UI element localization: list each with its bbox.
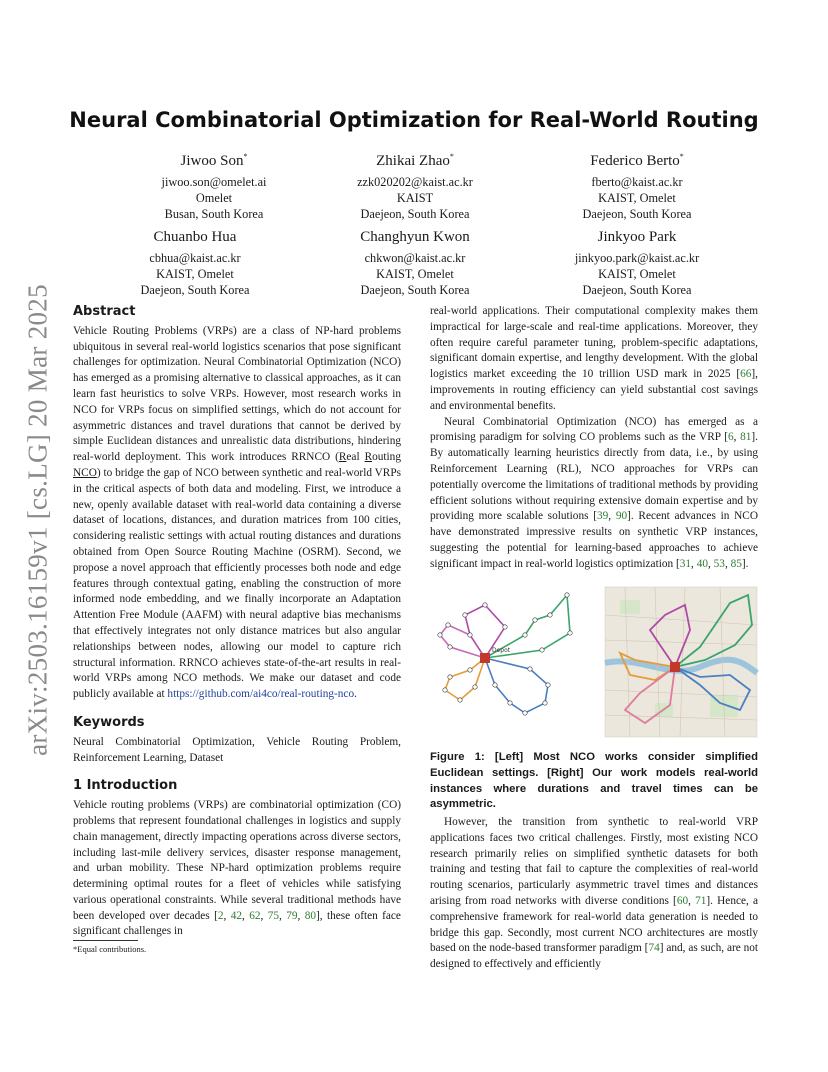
author-email: jiwoo.son@omelet.ai (161, 175, 267, 189)
citation[interactable]: 31 (679, 557, 692, 570)
citation[interactable]: 66 (740, 368, 752, 381)
author-location: Daejeon, South Korea (360, 207, 470, 221)
abstract-heading: Abstract (73, 304, 136, 319)
author-email: cbhua@kaist.ac.kr (149, 251, 241, 265)
citation[interactable]: 2 (217, 909, 224, 922)
author-block (300, 228, 530, 298)
right-column-top (430, 304, 758, 573)
arxiv-identifier: arXiv:2503.16159v1 [cs.LG] 20 Mar 2025 (22, 284, 53, 756)
author-affiliation: KAIST, Omelet (598, 191, 676, 205)
author-affiliation: Omelet (195, 191, 233, 205)
author-affiliation: KAIST (396, 191, 434, 205)
author-affiliation: KAIST, Omelet (156, 267, 234, 281)
author-name: Jiwoo Son* (180, 152, 248, 169)
figure-1-caption: Figure 1: [Left] Most NCO works consider simplified Euclidean settings. [Right] Our work models real-world instances where durations and travel times can be asymmetric. (430, 751, 758, 811)
paragraph: real-world applications. Their computational complexity makes them impractical for large-scale and real-time applications. Moreover, they often require careful parameter tuning, problem-specific adaptations, significant domain expertise, and lengthy development. With the global logistics market exceeding the 10 trillion USD mark in 2025 [66], improvements in routing efficiency can yield substantial cost savings and environmental benefits. (430, 305, 758, 412)
depot-marker-map (670, 662, 680, 672)
citation[interactable]: 75 (267, 909, 279, 922)
paragraph: However, the transition from synthetic to real-world VRP applications faces two critical challenges. Firstly, most existing NCO research primarily relies on simplified synthetic datasets for both training and testing that fail to capture the complexities of real-world routing scenarios, particularly asymmetric travel times and distances arising from road networks with diverse conditions [60, 71]. Hence, a comprehensive framework for real-world data generation is needed to bridge this gap. Secondly, most current NCO architectures are mostly based on the node-based transformer paradigm [74] and, as such, are not designed to effectively and efficiently (430, 816, 759, 971)
paragraph: Neural Combinatorial Optimization (NCO) has emerged as a promising paradigm for solving CO problems such as the VRP [6, 81]. By automatically learning heuristics directly from data, i.e., by using Reinforcement Learning (RL), NCO approaches for VRPs can potentially overcome the limitations of traditional methods by providing efficient solutions without requiring extensive domain expertise and by providing more scalable solutions [39, 90]. Recent advances in NCO have demonstrated impressive results on synthetic VRP instances, suggesting the potential for learning-based approaches to achieve significant impact in real-world logistics optimization [31, 40, 53, 85]. (430, 415, 758, 570)
author-affiliation: KAIST, Omelet (598, 267, 676, 281)
author-email: zzk020202@kaist.ac.kr (357, 175, 473, 189)
author-location: Daejeon, South Korea (582, 207, 692, 221)
citation[interactable]: 53 (713, 557, 725, 570)
author-name: Federico Berto* (590, 152, 684, 169)
author-location: Daejeon, South Korea (360, 283, 470, 297)
author-block (300, 148, 530, 222)
citation[interactable]: 60 (676, 894, 689, 907)
depot-label: Depot (492, 647, 511, 654)
introduction-heading: 1 Introduction (73, 778, 178, 794)
right-column-bottom (430, 815, 758, 973)
author-block (522, 228, 752, 298)
citation[interactable]: 42 (230, 909, 242, 922)
citation[interactable]: 80 (304, 909, 316, 922)
paper-title: Neural Combinatorial Optimization for Real-World Routing (69, 108, 759, 132)
citation[interactable]: 39 (596, 510, 609, 523)
footnote-rule (73, 940, 138, 941)
left-column (73, 304, 401, 940)
author-email: jinkyoo.park@kaist.ac.kr (574, 251, 700, 265)
citation[interactable]: 81 (740, 431, 752, 444)
keywords-heading: Keywords (73, 714, 145, 730)
figure-1-graphic (430, 585, 760, 740)
author-name: Zhikai Zhao* (376, 152, 454, 169)
author-location: Daejeon, South Korea (140, 283, 250, 297)
author-block (99, 148, 329, 222)
citation[interactable]: 40 (696, 557, 708, 570)
author-email: chkwon@kaist.ac.kr (364, 251, 466, 265)
citation[interactable]: 71 (695, 894, 707, 907)
depot-marker (480, 653, 490, 663)
author-name: Chuanbo Hua (153, 229, 237, 245)
euclidean-routes-panel (438, 593, 572, 715)
introduction-paragraph: Vehicle routing problems (VRPs) are combinatorial optimization (CO) problems that represent foundational challenges in logistics and supply chain management, directly impacting operations across diverse sectors, including last-mile delivery services, disaster response management, and urban mobility. These NP-hard optimization problems require determining optimal routes for a fleet of vehicles while satisfying various operational constraints. While several traditional methods have been developed over decades [2, 42, 62, 75, 79, 80], these often face significant challenges in (73, 799, 401, 938)
author-block (522, 148, 752, 222)
author-location: Daejeon, South Korea (582, 283, 692, 297)
abstract-body: Vehicle Routing Problems (VRPs) are a class of NP-hard problems ubiquitous in several real-world logistics scenarios that pose significant challenges for optimization. Neural Combinatorial Optimization (NCO) has emerged as a promising alternative to classical approaches, as it can learn fast heuristics to solve VRPs. However, most research works in NCO for VRPs focus on simplified settings, which do not account for asymmetric distances and travel durations that cannot be derived by simple Euclidean distances and unrealistic data distributions, hindering real-world deployment. This work introduces RRNCO (Real Routing NCO) to bridge the gap of NCO between synthetic and real-world VRPs in the critical aspects of both data and modeling. First, we introduce a new, openly available dataset with real-world data containing a diverse dataset of locations, distances, and duration matrices from 100 cities, considering realistic settings with actual routing distances and durations obtained from Open Source Routing Machine (OSRM). Second, we propose a novel approach that efficiently processes both node and edge features through contextual gating, enabling the construction of more informed node embedding, and we finally incorporate an Adaptation Attention Free Module (AAFM) with neural adaptive bias mechanisms that effectively integrates not only distance matrices but also angular relationships between nodes, allowing our model to capture rich structural information. RRNCO achieves state-of-the-art results in real-world VRPs among NCO methods. We make our dataset and code publicly available at https://github.com/ai4co/real-routing-nco. (73, 324, 401, 701)
citation[interactable]: 90 (615, 510, 628, 523)
author-affiliation: KAIST, Omelet (376, 267, 454, 281)
author-name: Jinkyoo Park (597, 229, 677, 245)
real-world-map-panel (605, 587, 757, 737)
author-block (80, 228, 310, 298)
author-email: fberto@kaist.ac.kr (591, 175, 683, 189)
keywords-body: Neural Combinatorial Optimization, Vehicle Routing Problem, Reinforcement Learning, Dataset (73, 735, 401, 764)
author-name: Changhyun Kwon (360, 229, 470, 245)
author-location: Busan, South Korea (164, 207, 264, 221)
figure-1 (430, 585, 760, 740)
arxiv-sidebar (18, 285, 58, 755)
citation[interactable]: 6 (727, 431, 734, 444)
citation[interactable]: 85 (730, 557, 742, 570)
citation[interactable]: 74 (648, 942, 660, 955)
citation[interactable]: 79 (286, 909, 298, 922)
footnote: *Equal contributions. (73, 944, 147, 954)
citation[interactable]: 62 (249, 909, 261, 922)
repository-link[interactable]: https://github.com/ai4co/real-routing-nco (167, 688, 355, 701)
